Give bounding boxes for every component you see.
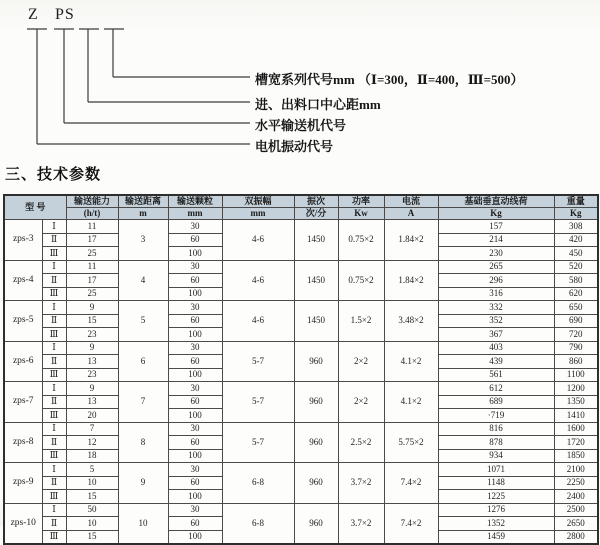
header-distance: 输送距离 — [118, 195, 168, 208]
weight-cell: 1350 — [554, 395, 598, 409]
amplitude-cell: 5-7 — [222, 341, 294, 382]
series-cell: Ⅱ — [42, 436, 66, 450]
model-cell: zps-3 — [4, 220, 42, 261]
granule-cell: 30 — [168, 382, 222, 396]
distance-cell: 8 — [118, 422, 168, 463]
series-cell: Ⅱ — [42, 233, 66, 247]
capacity-cell: 23 — [66, 368, 118, 382]
amplitude-cell: 4-6 — [222, 301, 294, 342]
code-letter-z: Z — [28, 6, 39, 23]
diagram-label-motor-vibration: 电机振动代号 — [255, 139, 334, 154]
granule-cell: 60 — [168, 476, 222, 490]
frequency-cell: 960 — [294, 341, 338, 382]
capacity-cell: 9 — [66, 341, 118, 355]
weight-cell: 520 — [554, 260, 598, 274]
load-cell: 265 — [438, 260, 554, 274]
load-cell: 214 — [438, 233, 554, 247]
table-row — [4, 503, 598, 517]
unit-amplitude: mm — [222, 208, 294, 220]
model-cell: zps-8 — [4, 422, 42, 463]
capacity-cell: 13 — [66, 355, 118, 369]
header-weight: 重量 — [554, 195, 598, 208]
load-cell: 1148 — [438, 476, 554, 490]
capacity-cell: 20 — [66, 409, 118, 423]
granule-cell: 60 — [168, 274, 222, 288]
weight-cell: 1410 — [554, 409, 598, 423]
technical-parameters-table — [3, 194, 599, 545]
series-cell: Ⅰ — [42, 422, 66, 436]
distance-cell: 6 — [118, 341, 168, 382]
weight-cell: 690 — [554, 314, 598, 328]
capacity-cell: 10 — [66, 517, 118, 531]
granule-cell: 100 — [168, 328, 222, 342]
unit-distance: m — [118, 208, 168, 220]
unit-power: Kw — [338, 208, 384, 220]
granule-cell: 30 — [168, 260, 222, 274]
frequency-cell: 960 — [294, 422, 338, 463]
series-cell: Ⅰ — [42, 220, 66, 234]
current-cell: 1.84×2 — [384, 220, 438, 261]
weight-cell: 580 — [554, 274, 598, 288]
granule-cell: 60 — [168, 233, 222, 247]
header-amplitude: 双振幅 — [222, 195, 294, 208]
table-row — [4, 220, 598, 234]
load-cell: 439 — [438, 355, 554, 369]
series-cell: Ⅲ — [42, 490, 66, 504]
capacity-cell: 17 — [66, 274, 118, 288]
distance-cell: 7 — [118, 382, 168, 423]
header-row-units — [4, 208, 598, 220]
capacity-cell: 15 — [66, 490, 118, 504]
granule-cell: 100 — [168, 409, 222, 423]
table-row — [4, 301, 598, 315]
header-frequency: 振次 — [294, 195, 338, 208]
model-cell: zps-5 — [4, 301, 42, 342]
granule-cell: 30 — [168, 463, 222, 477]
weight-cell: 1200 — [554, 382, 598, 396]
current-cell: 3.48×2 — [384, 301, 438, 342]
current-cell: 7.4×2 — [384, 463, 438, 504]
model-cell: zps-9 — [4, 463, 42, 504]
load-cell: 816 — [438, 422, 554, 436]
weight-cell: 720 — [554, 328, 598, 342]
header-foundation-load: 基础垂直动线荷 — [438, 195, 554, 208]
load-cell: 1276 — [438, 503, 554, 517]
series-cell: Ⅲ — [42, 328, 66, 342]
load-cell: 1225 — [438, 490, 554, 504]
current-cell: 1.84×2 — [384, 260, 438, 301]
granule-cell: 60 — [168, 355, 222, 369]
table-header — [4, 195, 598, 220]
capacity-cell: 5 — [66, 463, 118, 477]
header-granule: 输送颗粒 — [168, 195, 222, 208]
load-cell: 316 — [438, 287, 554, 301]
granule-cell: 100 — [168, 449, 222, 463]
model-cell: zps-4 — [4, 260, 42, 301]
weight-cell: 860 — [554, 355, 598, 369]
weight-cell: 2400 — [554, 490, 598, 504]
series-cell: Ⅲ — [42, 409, 66, 423]
frequency-cell: 960 — [294, 382, 338, 423]
series-cell: Ⅰ — [42, 503, 66, 517]
series-cell: Ⅰ — [42, 301, 66, 315]
unit-granule: mm — [168, 208, 222, 220]
capacity-cell: 15 — [66, 530, 118, 544]
load-cell: 1459 — [438, 530, 554, 544]
series-cell: Ⅰ — [42, 463, 66, 477]
model-cell: zps-6 — [4, 341, 42, 382]
granule-cell: 30 — [168, 341, 222, 355]
series-cell: Ⅲ — [42, 530, 66, 544]
header-capacity: 输送能力 — [66, 195, 118, 208]
granule-cell: 30 — [168, 220, 222, 234]
table-row — [4, 260, 598, 274]
series-cell: Ⅰ — [42, 382, 66, 396]
amplitude-cell: 5-7 — [222, 382, 294, 423]
capacity-cell: 12 — [66, 436, 118, 450]
power-cell: 0.75×2 — [338, 260, 384, 301]
granule-cell: 60 — [168, 517, 222, 531]
capacity-cell: 18 — [66, 449, 118, 463]
weight-cell: 2250 — [554, 476, 598, 490]
capacity-cell: 9 — [66, 382, 118, 396]
weight-cell: 450 — [554, 247, 598, 261]
granule-cell: 100 — [168, 287, 222, 301]
table-body — [4, 220, 598, 545]
capacity-cell: 25 — [66, 287, 118, 301]
granule-cell: 60 — [168, 314, 222, 328]
capacity-cell: 11 — [66, 220, 118, 234]
model-cell: zps-7 — [4, 382, 42, 423]
weight-cell: 2500 — [554, 503, 598, 517]
unit-capacity: (h/t) — [66, 208, 118, 220]
unit-foundation-load: Kg — [438, 208, 554, 220]
granule-cell: 60 — [168, 395, 222, 409]
load-cell: 1352 — [438, 517, 554, 531]
weight-cell: 420 — [554, 233, 598, 247]
diagram-label-trough-width: 槽宽系列代号mm （Ⅰ=300，Ⅱ=400，Ⅲ=500） — [255, 72, 524, 87]
granule-cell: 100 — [168, 247, 222, 261]
load-cell: 689 — [438, 395, 554, 409]
distance-cell: 3 — [118, 220, 168, 261]
load-cell: 157 — [438, 220, 554, 234]
series-cell: Ⅱ — [42, 476, 66, 490]
power-cell: 0.75×2 — [338, 220, 384, 261]
amplitude-cell: 4-6 — [222, 220, 294, 261]
current-cell: 4.1×2 — [384, 382, 438, 423]
section-title: 三、技术参数 — [5, 166, 102, 183]
weight-cell: 1100 — [554, 368, 598, 382]
amplitude-cell: 4-6 — [222, 260, 294, 301]
granule-cell: 30 — [168, 503, 222, 517]
current-cell: 5.75×2 — [384, 422, 438, 463]
unit-current: A — [384, 208, 438, 220]
load-cell: 352 — [438, 314, 554, 328]
series-cell: Ⅱ — [42, 274, 66, 288]
series-cell: Ⅲ — [42, 368, 66, 382]
distance-cell: 10 — [118, 503, 168, 544]
load-cell: 403 — [438, 341, 554, 355]
code-letter-ps: PS — [55, 6, 75, 23]
load-cell: 230 — [438, 247, 554, 261]
weight-cell: 2800 — [554, 530, 598, 544]
amplitude-cell: 5-7 — [222, 422, 294, 463]
table-row — [4, 341, 598, 355]
diagram-label-horizontal-conveyor: 水平输送机代号 — [255, 118, 347, 133]
weight-cell: 1600 — [554, 422, 598, 436]
granule-cell: 30 — [168, 301, 222, 315]
weight-cell: 2650 — [554, 517, 598, 531]
granule-cell: 100 — [168, 368, 222, 382]
capacity-cell: 9 — [66, 301, 118, 315]
table-row — [4, 382, 598, 396]
weight-cell: 650 — [554, 301, 598, 315]
series-cell: Ⅲ — [42, 449, 66, 463]
capacity-cell: 7 — [66, 422, 118, 436]
diagram-label-center-distance: 进、出料口中心距mm — [255, 97, 381, 112]
weight-cell: 2100 — [554, 463, 598, 477]
series-cell: Ⅲ — [42, 287, 66, 301]
granule-cell: 60 — [168, 436, 222, 450]
power-cell: 3.7×2 — [338, 503, 384, 544]
header-power: 功率 — [338, 195, 384, 208]
header-current: 电流 — [384, 195, 438, 208]
load-cell: 878 — [438, 436, 554, 450]
load-cell: 332 — [438, 301, 554, 315]
load-cell: 296 — [438, 274, 554, 288]
distance-cell: 5 — [118, 301, 168, 342]
series-cell: Ⅰ — [42, 260, 66, 274]
capacity-cell: 13 — [66, 395, 118, 409]
power-cell: 2.5×2 — [338, 422, 384, 463]
power-cell: 3.7×2 — [338, 463, 384, 504]
distance-cell: 9 — [118, 463, 168, 504]
header-model: 型 号 — [4, 195, 66, 220]
frequency-cell: 1450 — [294, 260, 338, 301]
distance-cell: 4 — [118, 260, 168, 301]
load-cell: 934 — [438, 449, 554, 463]
capacity-cell: 10 — [66, 476, 118, 490]
model-code-diagram — [0, 0, 600, 160]
load-cell: ·719 — [438, 409, 554, 423]
load-cell: 561 — [438, 368, 554, 382]
frequency-cell: 960 — [294, 463, 338, 504]
capacity-cell: 25 — [66, 247, 118, 261]
header-row-labels — [4, 195, 598, 208]
weight-cell: 1720 — [554, 436, 598, 450]
amplitude-cell: 6-8 — [222, 503, 294, 544]
table-row — [4, 463, 598, 477]
granule-cell: 100 — [168, 530, 222, 544]
granule-cell: 100 — [168, 490, 222, 504]
weight-cell: 308 — [554, 220, 598, 234]
current-cell: 7.4×2 — [384, 503, 438, 544]
weight-cell: 620 — [554, 287, 598, 301]
series-cell: Ⅱ — [42, 314, 66, 328]
table-row — [4, 422, 598, 436]
series-cell: Ⅰ — [42, 341, 66, 355]
load-cell: 1071 — [438, 463, 554, 477]
amplitude-cell: 6-8 — [222, 463, 294, 504]
capacity-cell: 23 — [66, 328, 118, 342]
series-cell: Ⅲ — [42, 247, 66, 261]
unit-frequency: 次/分 — [294, 208, 338, 220]
capacity-cell: 11 — [66, 260, 118, 274]
current-cell: 4.1×2 — [384, 341, 438, 382]
frequency-cell: 1450 — [294, 220, 338, 261]
weight-cell: 790 — [554, 341, 598, 355]
capacity-cell: 17 — [66, 233, 118, 247]
model-cell: zps-10 — [4, 503, 42, 544]
load-cell: 612 — [438, 382, 554, 396]
series-cell: Ⅱ — [42, 517, 66, 531]
power-cell: 2×2 — [338, 382, 384, 423]
granule-cell: 30 — [168, 422, 222, 436]
frequency-cell: 1450 — [294, 301, 338, 342]
power-cell: 1.5×2 — [338, 301, 384, 342]
capacity-cell: 50 — [66, 503, 118, 517]
capacity-cell: 15 — [66, 314, 118, 328]
unit-weight: Kg — [554, 208, 598, 220]
weight-cell: 1850 — [554, 449, 598, 463]
load-cell: 367 — [438, 328, 554, 342]
power-cell: 2×2 — [338, 341, 384, 382]
series-cell: Ⅱ — [42, 395, 66, 409]
frequency-cell: 960 — [294, 503, 338, 544]
series-cell: Ⅱ — [42, 355, 66, 369]
